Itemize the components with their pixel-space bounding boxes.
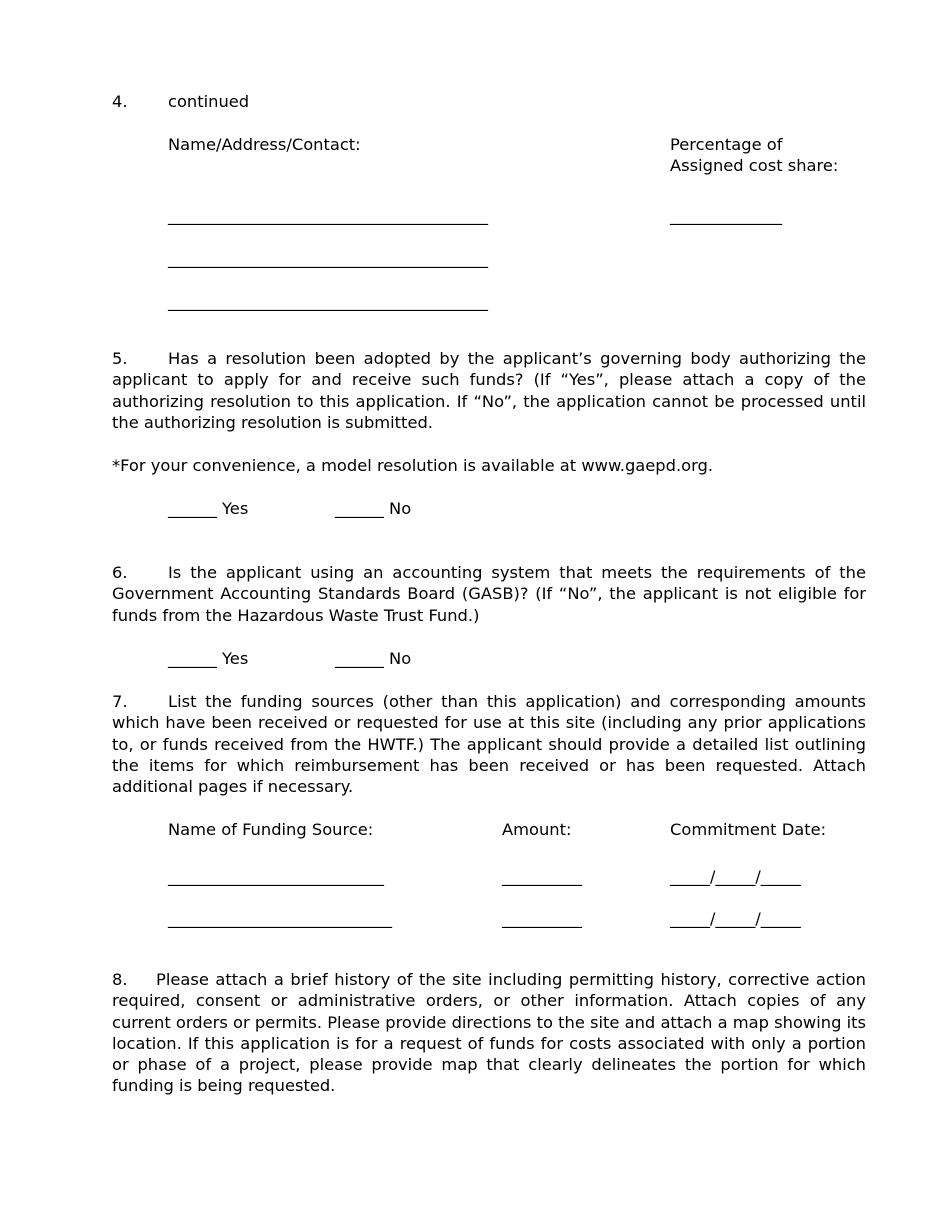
amount-line[interactable]: __________ [502, 867, 582, 886]
section-5-paragraph [112, 348, 866, 433]
name-address-line[interactable]: ________________________________________ [168, 292, 488, 311]
percentage-header-line-1: Percentage of [670, 135, 783, 154]
section-8-paragraph [112, 969, 866, 1097]
section-6-paragraph [112, 562, 866, 626]
funding-source-header: Name of Funding Source: [168, 820, 374, 839]
funding-source-line[interactable]: ____________________________ [168, 909, 392, 928]
section-6-no-option[interactable]: ______ No [335, 649, 412, 668]
name-address-line[interactable]: ________________________________________ [168, 206, 488, 225]
commitment-date-line[interactable]: _____/_____/_____ [670, 867, 801, 886]
section-7-paragraph [112, 691, 866, 797]
section-7-text: List the funding sources (other than this application) and corresponding amounts which have been received or requested for use at this site (including any prior applications to, or funds received from the HWTF.) The applicant should provide a detailed list outlining the items for which reimbursement has been received or has been requested. Attach additional pages if necessary. [112, 692, 866, 797]
name-address-line[interactable]: ________________________________________ [168, 249, 488, 268]
section-6-yes-option[interactable]: ______ Yes [168, 649, 249, 668]
funding-source-line[interactable]: ___________________________ [168, 867, 384, 886]
commitment-date-header: Commitment Date: [670, 820, 827, 839]
section-5-no-option[interactable]: ______ No [335, 499, 412, 518]
section-5-yes-option[interactable]: ______ Yes [168, 499, 249, 518]
name-address-contact-header: Name/Address/Contact: [168, 135, 361, 154]
percentage-header-line-2: Assigned cost share: [670, 156, 839, 175]
section-8-text: Please attach a brief history of the site including permitting history, corrective action required, consent or administrative orders, or other information. Attach copies of any current orders or permits. Please provide directions to the site and attach a map showing its location. If this application is for a request of funds for costs associated with only a portion or phase of a project, please provide map that clearly delineates the portion for which funding is being requested. [112, 970, 866, 1096]
amount-header: Amount: [502, 820, 572, 839]
section-7-number: 7. [112, 692, 128, 711]
section-4-number: 4. [112, 92, 128, 111]
cost-share-line[interactable]: ______________ [670, 206, 782, 225]
section-6-text: Is the applicant using an accounting system that meets the requirements of the Government Accounting Standards Board (GASB)? (If “No”, the applicant is not eligible for funds from the Hazardous Waste Trust Fund.) [112, 563, 866, 625]
section-8-number: 8. [112, 970, 128, 989]
model-resolution-note: *For your convenience, a model resolution is available at www.gaepd.org. [112, 456, 714, 475]
section-5-text: Has a resolution been adopted by the applicant’s governing body authorizing the applicant to apply for and receive such funds? (If “Yes”, please attach a copy of the authorizing resolution to this application. If “No”, the application cannot be processed until the authorizing resolution is submitted. [112, 349, 866, 432]
commitment-date-line[interactable]: _____/_____/_____ [670, 909, 801, 928]
section-5-number: 5. [112, 349, 128, 368]
section-6-number: 6. [112, 563, 128, 582]
amount-line[interactable]: __________ [502, 909, 582, 928]
section-4-title: continued [168, 92, 250, 111]
